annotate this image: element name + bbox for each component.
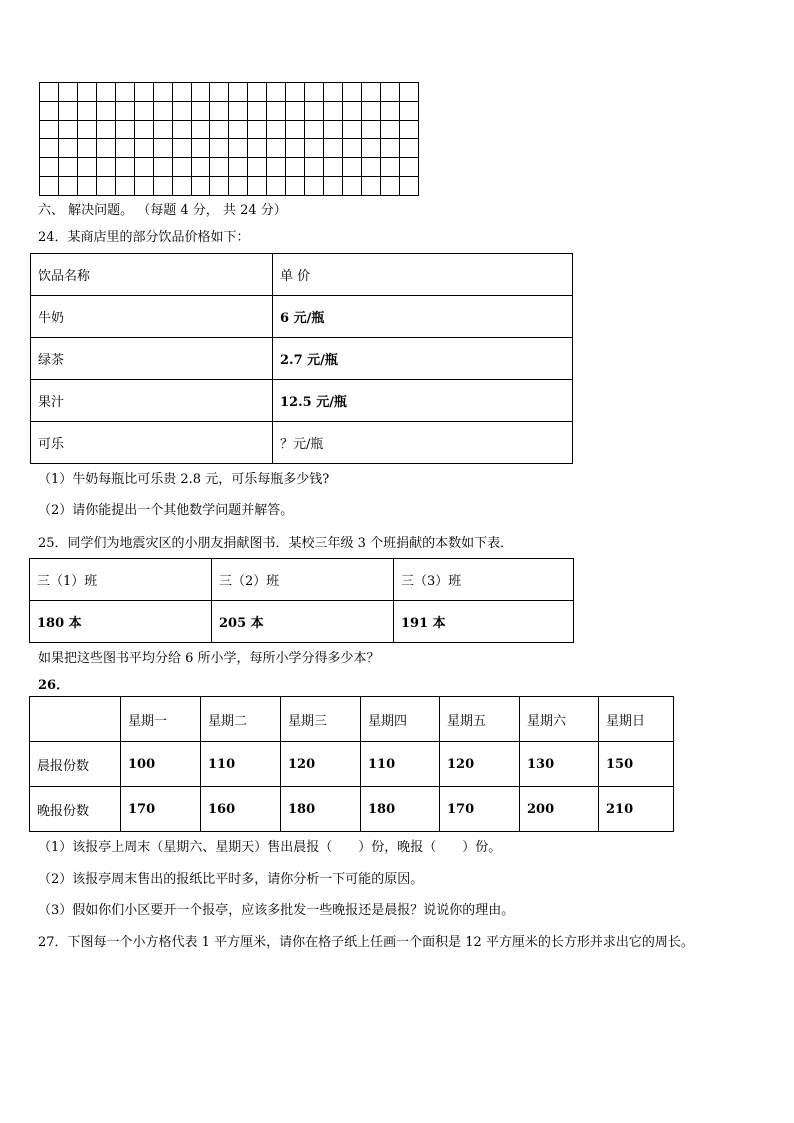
grid-cell[interactable] <box>361 120 380 139</box>
grid-cell[interactable] <box>343 158 362 177</box>
q24-sub1: （1）牛奶每瓶比可乐贵 2.8 元，可乐每瓶多少钱? <box>38 472 330 487</box>
grid-cell[interactable] <box>343 101 362 120</box>
q24-header-name: 饮品名称 <box>31 254 273 296</box>
q24-item-name: 可乐 <box>31 422 273 464</box>
q26-evening-value: 200 <box>520 787 599 832</box>
grid-cell[interactable] <box>361 139 380 158</box>
grid-cell[interactable] <box>58 158 77 177</box>
grid-cell[interactable] <box>286 177 305 196</box>
grid-cell[interactable] <box>134 139 153 158</box>
q25-class-header: 三（3）班 <box>394 559 574 601</box>
grid-cell[interactable] <box>58 83 77 102</box>
grid-cell[interactable] <box>172 139 191 158</box>
grid-cell[interactable] <box>115 83 134 102</box>
grid-cell[interactable] <box>248 177 267 196</box>
grid-cell[interactable] <box>153 120 172 139</box>
q27-prompt: 27．下图每一个小方格代表 1 平方厘米，请你在格子纸上任画一个面积是 12 平方厘米的长方形并求出它的周长。 <box>38 935 694 950</box>
q26-morning-value: 100 <box>121 742 201 787</box>
grid-cell[interactable] <box>229 83 248 102</box>
q25-books-table <box>29 558 574 643</box>
grid-cell[interactable] <box>40 158 59 177</box>
grid-cell[interactable] <box>134 120 153 139</box>
grid-cell[interactable] <box>58 101 77 120</box>
q24-item-name: 绿茶 <box>31 338 273 380</box>
grid-cell[interactable] <box>115 158 134 177</box>
grid-cell[interactable] <box>96 177 115 196</box>
grid-cell[interactable] <box>210 83 229 102</box>
grid-cell[interactable] <box>361 177 380 196</box>
grid-cell[interactable] <box>305 177 324 196</box>
grid-cell[interactable] <box>248 139 267 158</box>
grid-cell[interactable] <box>361 101 380 120</box>
q26-morning-value: 120 <box>440 742 520 787</box>
q24-item-price: 6 元/瓶 <box>273 296 573 338</box>
grid-cell[interactable] <box>115 101 134 120</box>
grid-cell[interactable] <box>380 83 399 102</box>
q24-price-table <box>30 253 573 464</box>
grid-cell[interactable] <box>172 83 191 102</box>
grid-cell[interactable] <box>153 139 172 158</box>
grid-cell[interactable] <box>305 120 324 139</box>
q26-row-label: 晨报份数 <box>30 742 121 787</box>
grid-cell[interactable] <box>40 101 59 120</box>
grid-cell[interactable] <box>210 139 229 158</box>
grid-cell[interactable] <box>286 101 305 120</box>
grid-cell[interactable] <box>324 83 343 102</box>
q25-question: 如果把这些图书平均分给 6 所小学，每所小学分得多少本？ <box>38 651 380 666</box>
grid-cell[interactable] <box>172 120 191 139</box>
q26-evening-value: 180 <box>281 787 361 832</box>
grid-cell[interactable] <box>361 158 380 177</box>
grid-cell[interactable] <box>210 101 229 120</box>
grid-cell[interactable] <box>40 120 59 139</box>
grid-cell[interactable] <box>324 139 343 158</box>
grid-cell[interactable] <box>115 120 134 139</box>
grid-cell[interactable] <box>267 139 286 158</box>
grid-cell[interactable] <box>324 177 343 196</box>
grid-cell[interactable] <box>134 177 153 196</box>
grid-cell[interactable] <box>77 120 96 139</box>
grid-cell[interactable] <box>77 139 96 158</box>
grid-cell[interactable] <box>324 158 343 177</box>
q26-morning-value: 150 <box>599 742 674 787</box>
q25-book-count: 191 本 <box>394 601 574 643</box>
grid-cell[interactable] <box>399 83 418 102</box>
q26-morning-value: 110 <box>201 742 281 787</box>
grid-cell[interactable] <box>267 120 286 139</box>
grid-cell[interactable] <box>286 83 305 102</box>
q24-item-price: 2.7 元/瓶 <box>273 338 573 380</box>
grid-cell[interactable] <box>172 177 191 196</box>
grid-cell[interactable] <box>399 177 418 196</box>
q24-item-price: 12.5 元/瓶 <box>273 380 573 422</box>
grid-cell[interactable] <box>286 158 305 177</box>
q26-morning-value: 130 <box>520 742 599 787</box>
grid-cell[interactable] <box>191 120 210 139</box>
grid-cell[interactable] <box>58 177 77 196</box>
grid-cell[interactable] <box>153 177 172 196</box>
grid-cell[interactable] <box>229 120 248 139</box>
grid-cell[interactable] <box>343 83 362 102</box>
grid-cell[interactable] <box>380 139 399 158</box>
grid-cell[interactable] <box>134 158 153 177</box>
grid-cell[interactable] <box>248 101 267 120</box>
grid-cell[interactable] <box>343 139 362 158</box>
grid-cell[interactable] <box>40 139 59 158</box>
grid-cell[interactable] <box>96 101 115 120</box>
grid-cell[interactable] <box>305 158 324 177</box>
q26-evening-value: 210 <box>599 787 674 832</box>
grid-cell[interactable] <box>134 83 153 102</box>
grid-cell[interactable] <box>229 158 248 177</box>
grid-cell[interactable] <box>191 177 210 196</box>
grid-cell[interactable] <box>343 120 362 139</box>
q25-book-count: 180 本 <box>30 601 212 643</box>
grid-cell[interactable] <box>210 120 229 139</box>
grid-cell[interactable] <box>380 120 399 139</box>
q26-morning-value: 120 <box>281 742 361 787</box>
grid-cell[interactable] <box>267 158 286 177</box>
grid-cell[interactable] <box>229 101 248 120</box>
grid-cell[interactable] <box>248 120 267 139</box>
q24-prompt: 24．某商店里的部分饮品价格如下： <box>38 230 250 245</box>
grid-cell[interactable] <box>172 101 191 120</box>
q25-book-count: 205 本 <box>212 601 394 643</box>
q26-corner-cell <box>30 697 121 742</box>
grid-cell[interactable] <box>380 101 399 120</box>
q26-morning-value: 110 <box>361 742 440 787</box>
q26-sub3: （3）假如你们小区要开一个报亭，应该多批发一些晚报还是晨报？说说你的理由。 <box>38 903 515 918</box>
q24-header-price: 单 价 <box>273 254 573 296</box>
grid-cell[interactable] <box>96 120 115 139</box>
q24-item-name: 牛奶 <box>31 296 273 338</box>
q26-evening-value: 170 <box>121 787 201 832</box>
grid-cell[interactable] <box>380 177 399 196</box>
grid-cell[interactable] <box>134 101 153 120</box>
grid-cell[interactable] <box>115 139 134 158</box>
grid-cell[interactable] <box>305 101 324 120</box>
q26-label: 26． <box>38 678 70 693</box>
grid-cell[interactable] <box>399 101 418 120</box>
grid-cell[interactable] <box>96 158 115 177</box>
grid-cell[interactable] <box>229 139 248 158</box>
q26-day-header: 星期五 <box>440 697 520 742</box>
grid-cell[interactable] <box>77 177 96 196</box>
grid-cell[interactable] <box>399 120 418 139</box>
q26-sub2: （2）该报亭周末售出的报纸比平时多，请你分析一下可能的原因。 <box>38 872 424 887</box>
grid-cell[interactable] <box>380 158 399 177</box>
grid-cell[interactable] <box>96 139 115 158</box>
grid-cell[interactable] <box>115 177 134 196</box>
q26-day-header: 星期三 <box>281 697 361 742</box>
grid-cell[interactable] <box>267 177 286 196</box>
grid-cell[interactable] <box>210 177 229 196</box>
q26-day-header: 星期日 <box>599 697 674 742</box>
grid-paper[interactable] <box>39 82 419 196</box>
grid-cell[interactable] <box>153 83 172 102</box>
grid-cell[interactable] <box>267 101 286 120</box>
grid-cell[interactable] <box>248 83 267 102</box>
grid-cell[interactable] <box>40 177 59 196</box>
q26-evening-value: 160 <box>201 787 281 832</box>
grid-cell[interactable] <box>324 101 343 120</box>
q26-evening-value: 180 <box>361 787 440 832</box>
grid-cell[interactable] <box>305 83 324 102</box>
grid-cell[interactable] <box>191 139 210 158</box>
q26-day-header: 星期四 <box>361 697 440 742</box>
grid-cell[interactable] <box>267 83 286 102</box>
grid-cell[interactable] <box>399 139 418 158</box>
grid-cell[interactable] <box>96 83 115 102</box>
grid-cell[interactable] <box>286 120 305 139</box>
q26-day-header: 星期二 <box>201 697 281 742</box>
grid-cell[interactable] <box>153 101 172 120</box>
q26-row-label: 晚报份数 <box>30 787 121 832</box>
grid-cell[interactable] <box>305 139 324 158</box>
q26-day-header: 星期六 <box>520 697 599 742</box>
grid-cell[interactable] <box>77 83 96 102</box>
q26-day-header: 星期一 <box>121 697 201 742</box>
grid-cell[interactable] <box>191 158 210 177</box>
grid-cell[interactable] <box>191 83 210 102</box>
grid-cell[interactable] <box>77 101 96 120</box>
q24-item-price: ？元/瓶 <box>273 422 573 464</box>
grid-cell[interactable] <box>58 139 77 158</box>
q25-class-header: 三（2）班 <box>212 559 394 601</box>
grid-cell[interactable] <box>343 177 362 196</box>
grid-cell[interactable] <box>286 139 305 158</box>
grid-cell[interactable] <box>324 120 343 139</box>
q26-sub1: （1）该报亭上周末（星期六、星期天）售出晨报（ ）份，晚报（ ）份。 <box>38 840 502 855</box>
grid-cell[interactable] <box>248 158 267 177</box>
grid-cell[interactable] <box>172 158 191 177</box>
q26-newspaper-table <box>29 696 674 832</box>
q25-class-header: 三（1）班 <box>30 559 212 601</box>
grid-cell[interactable] <box>77 158 96 177</box>
grid-cell[interactable] <box>40 83 59 102</box>
grid-cell[interactable] <box>399 158 418 177</box>
grid-cell[interactable] <box>229 177 248 196</box>
grid-cell[interactable] <box>191 101 210 120</box>
q25-prompt: 25．同学们为地震灾区的小朋友捐献图书．某校三年级 3 个班捐献的本数如下表． <box>38 536 514 551</box>
grid-cell[interactable] <box>153 158 172 177</box>
q24-item-name: 果汁 <box>31 380 273 422</box>
grid-cell[interactable] <box>58 120 77 139</box>
section-title: 六、 解决问题。 （每题 4 分， 共 24 分） <box>38 203 287 218</box>
q24-sub2: （2）请你能提出一个其他数学问题并解答。 <box>38 503 294 518</box>
grid-cell[interactable] <box>361 83 380 102</box>
q26-evening-value: 170 <box>440 787 520 832</box>
grid-cell[interactable] <box>210 158 229 177</box>
